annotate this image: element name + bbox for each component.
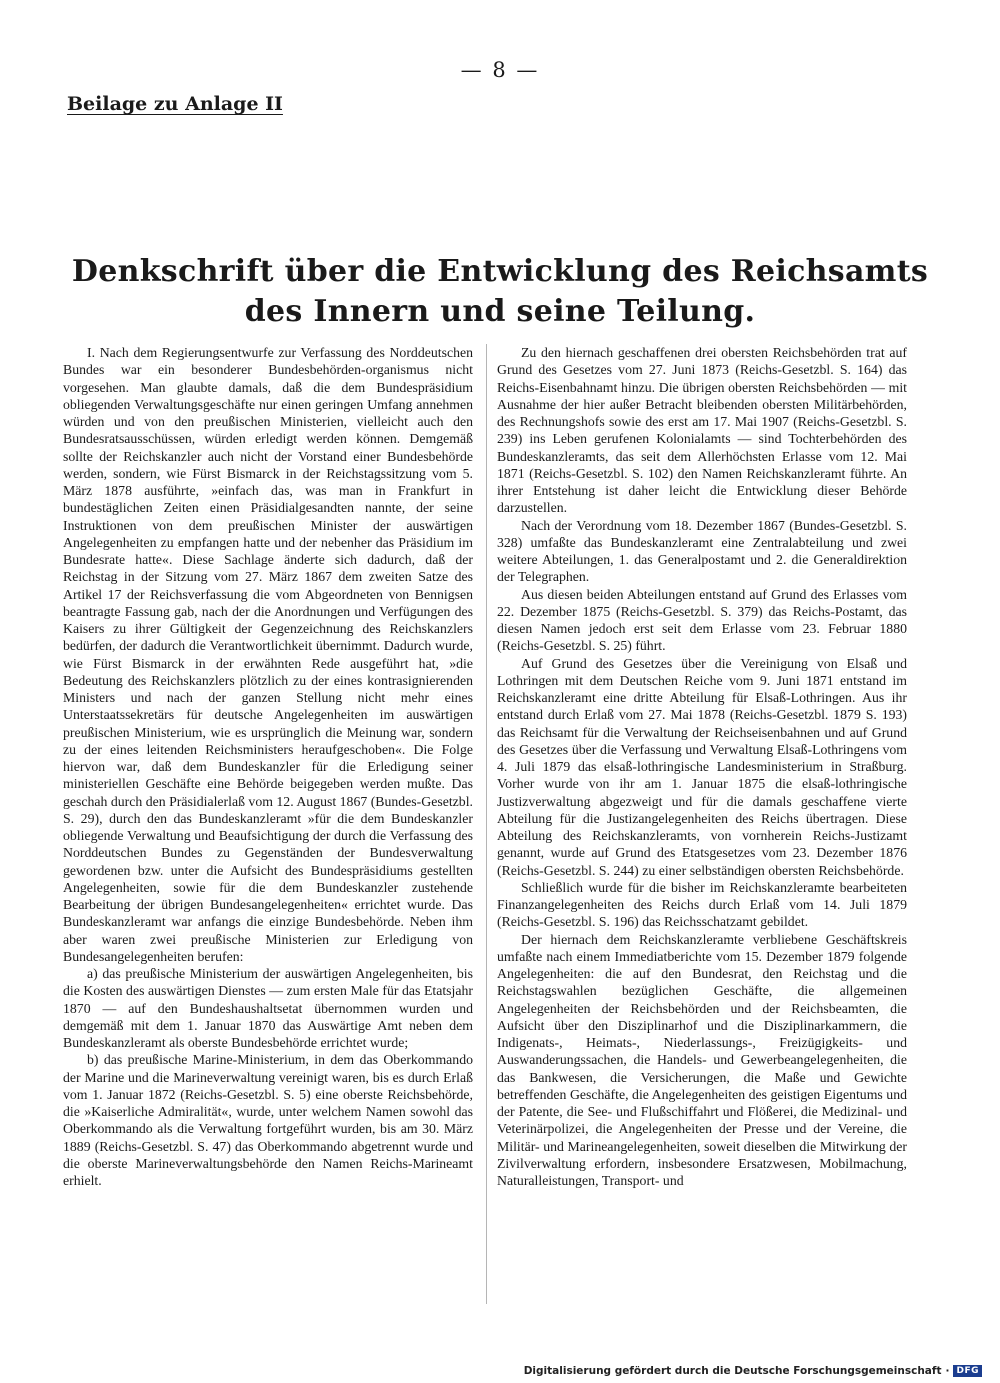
paragraph: I. Nach dem Regierungsentwurfe zur Verfassung des Norddeutschen Bundes war ein besonderer Bundesbehörden-organismus nicht vorgesehen. Man glaubte damals, daß die dem Bundespräsidium obliegenden Verwaltungsgeschäfte nur einen geringen Umfang annehmen würden und von den preußischen Ministerien, vielleicht auch den Bundesratsausschüssen, würden erledigt werden können. Demgemäß sollte der Reichskanzler auch nicht der Vorstand einer Bundesbehörde werden, sondern, wie Fürst Bismarck in der Reichstagssitzung vom 5. März 1878 ausführte, »einfach das, was man in Frankfurt in bundestäglichen Zeiten einen Präsidialgesandten nannte, der seine Instruktionen von dem preußischen Minister der auswärtigen Angelegenheiten zu empfangen hatte und der nebenher das Präsidium im Bundesrate hatte«. Diese Sachlage änderte sich dadurch, daß der Reichstag in der Sitzung vom 27. März 1867 dem zweiten Satze des Artikel 17 der Reichsverfassung die vom Abgeordneten von Bennigsen beantragte Fassung gab, nach der die Anordnungen und Verfügungen des Kaisers zu ihrer Gültigkeit der Gegenzeichnung des Reichskanzlers bedürfen, der dadurch die Verantwortlichkeit übernimmt. Dadurch wurde, wie Fürst Bismarck in der erwähnten Rede ausgeführt hat, »die Bedeutung des Reichskanzlers plötzlich zu der eines kontrasignierenden Ministers und nach der ganzen Stellung nicht mehr eines Unterstaatssekretärs für deutsche Angelegenheiten im auswärtigen preußischen Ministerium, wie es ursprünglich die Meinung war, sondern zu der eines leitenden Reichsministers heraufgeschoben«. Die Folge hiervon war, daß dem Bundeskanzler für die Erledigung seiner ministeriellen Geschäfte eine Behörde beigegeben werden mußte. Das geschah durch den Präsidialerlaß vom 12. August 1867 (Bundes-Gesetzbl. S. 29), durch den das Bundeskanzleramt »für die dem Bundeskanzler obliegende Verwaltung und Beaufsichtigung der durch die Verfassung des Norddeutschen Bundes zu Gegenständen der Bundesverwaltung gewordenen bzw. unter die Aufsicht des Bundespräsidiums gestellten Angelegenheiten, sowie für die dem Bundeskanzler zustehende Bearbeitung der übrigen Bundesangelegenheiten« errichtet wurde. Das Bundeskanzleramt war anfangs die einzige Bundesbehörde. Neben ihm aber waren zwei preußische Ministerien zur Erledigung von Bundesangelegenheiten berufen: bbox=[63, 345, 473, 964]
paragraph: Aus diesen beiden Abteilungen entstand auf Grund des Erlasses vom 22. Dezember 1875 (Reichs-Gesetzbl. S. 379) das Reichs-Postamt, das diesen Namen jedoch erst seit dem Erlasse vom 23. Februar 1880 (Reichs-Gesetzbl. S. 25) führt. bbox=[497, 586, 907, 654]
paragraph: a) das preußische Ministerium der auswärtigen Angelegenheiten, bis die Kosten des auswärtigen Dienstes — zum ersten Male für das Etatsjahr 1870 — auf den Bundeshaushaltsetat übernommen wurden und demgemäß mit dem 1. Januar 1870 das Auswärtige Amt neben dem Bundeskanzleramt als oberste Bundesbehörde errichtet wurde; bbox=[63, 966, 473, 1050]
digitization-footer: Digitalisierung gefördert durch die Deutsche Forschungsgemeinschaft · DFG bbox=[524, 1365, 982, 1377]
paragraph: Schließlich wurde für die bisher im Reichskanzleramte bearbeiteten Finanzangelegenheiten des Reichs durch Erlaß vom 14. Juli 1879 (Reichs-Gesetzbl. S. 196) das Reichsschatzamt gebildet. bbox=[497, 879, 907, 930]
paragraph: Auf Grund des Gesetzes über die Vereinigung von Elsaß und Lothringen mit dem Deutschen Reiche vom 9. Juni 1871 entstand im Reichskanzleramt eine dritte Abteilung für Elsaß-Lothringen. Aus ihr entstand durch Erlaß vom 27. Mai 1878 (Reichs-Gesetzbl. 1879 S. 193) das Reichsamt für die Verwaltung der Reichseisenbahnen und auf Grund des Gesetzes über die Verfassung und Verwaltung Elsaß-Lothringens vom 4. Juli 1879 das elsaß-lothringische Landesministerium in Straßburg. Vorher wurde von ihr am 1. Januar 1875 die elsaß-lothringische Justizverwaltung abgezweigt und für die damals geschaffene vierte Abteilung für die Justizangelegenheiten des Reichs übertragen. Diese Abteilung des Reichskanzleramts, von vornherein Reichs-Justizamt genannt, wurde auf Grund des Etatsgesetzes vom 23. Dezember 1876 (Reichs-Gesetzbl. S. 244) zu einer selbständigen obersten Reichsbehörde. bbox=[497, 655, 907, 878]
dfg-logo: DFG bbox=[953, 1365, 982, 1377]
paragraph: Nach der Verordnung vom 18. Dezember 1867 (Bundes-Gesetzbl. S. 328) umfaßte das Bundeskanzleramt eine Zentralabteilung und zwei weitere Abteilungen, 1. das Generalpostamt und 2. die Generaldirektion der Telegraphen. bbox=[497, 517, 907, 585]
paragraph: Der hiernach dem Reichskanzleramte verbliebene Geschäftskreis umfaßte nach einem Immediatberichte vom 15. Dezember 1879 folgende Angelegenheiten: die auf den Bundesrat, den Reichstag und die Reichstagswahlen bezüglichen Geschäfte, die allgemeinen Angelegenheiten der Reichsbehörden und der Reichsbeamten, die Aufsicht über den Disziplinarhof und die Disziplinarkammern, die Indigenats-, Heimats-, Niederlassungs-, Freizügigkeits- und Auswanderungssachen, die Handels- und Gewerbeangelegenheiten, die das Bankwesen, die Versicherungen, die Maße und Gewichte betreffenden Geschäfte, die Angelegenheiten des geistigen Eigentums und der Patente, die See- und Flußschiffahrt und Flößerei, die Medizinal- und Veterinärpolizei, die Angelegenheiten der Presse und der Vereine, die Militär- und Marineangelegenheiten, soweit dieselben die Mitwirkung der Zivilverwaltung erfordern, insbesondere Ersatzwesen, Mobilmachung, Naturalleistungen, Transport- und bbox=[497, 931, 907, 1188]
page-number: — 8 — bbox=[460, 58, 540, 82]
right-column bbox=[497, 344, 907, 1189]
column-divider bbox=[486, 344, 487, 1304]
document-title: Denkschrift über die Entwicklung des Reichsamts des Innern und seine Teilung. bbox=[71, 254, 929, 329]
supplement-heading: Beilage zu Anlage II bbox=[67, 93, 283, 115]
paragraph: Zu den hiernach geschaffenen drei obersten Reichsbehörden trat auf Grund des Gesetzes vom 27. Juni 1873 (Reichs-Gesetzbl. S. 164) das Reichs-Eisenbahnamt hinzu. Die übrigen obersten Reichsbehörden — mit Ausnahme der hier außer Betracht bleibenden obersten Militärbehörden, des Rechnungshofs sowie des erst am 17. Mai 1907 (Reichs-Gesetzbl. S. 239) ins Leben gerufenen Kolonialamts — sind Tochterbehörden des Bundeskanzleramts, das seit dem Allerhöchsten Erlasse vom 12. Mai 1871 (Reichs-Gesetzbl. S. 102) den Namen Reichskanzleramt führte. An ihrer Entstehung ist daher leicht die Entwicklung dieser Behörde darzustellen. bbox=[497, 345, 907, 516]
left-column bbox=[63, 344, 473, 1189]
footer-credit: Digitalisierung gefördert durch die Deutsche Forschungsgemeinschaft bbox=[523, 1365, 942, 1377]
paragraph: b) das preußische Marine-Ministerium, in dem das Oberkommando der Marine und die Marineverwaltung vereinigt waren, bis es durch Erlaß vom 1. Januar 1872 (Reichs-Gesetzbl. S. 5) eine oberste Reichsbehörde, die »Kaiserliche Admiralität«, wurde, unter welchem Namen sowohl das Oberkommando als die Verwaltung fortgeführt wurden, bis am 30. März 1889 (Reichs-Gesetzbl. S. 47) das Oberkommando abgetrennt wurde und die oberste Marineverwaltungsbehörde den Namen Reichs-Marineamt erhielt. bbox=[63, 1052, 473, 1188]
